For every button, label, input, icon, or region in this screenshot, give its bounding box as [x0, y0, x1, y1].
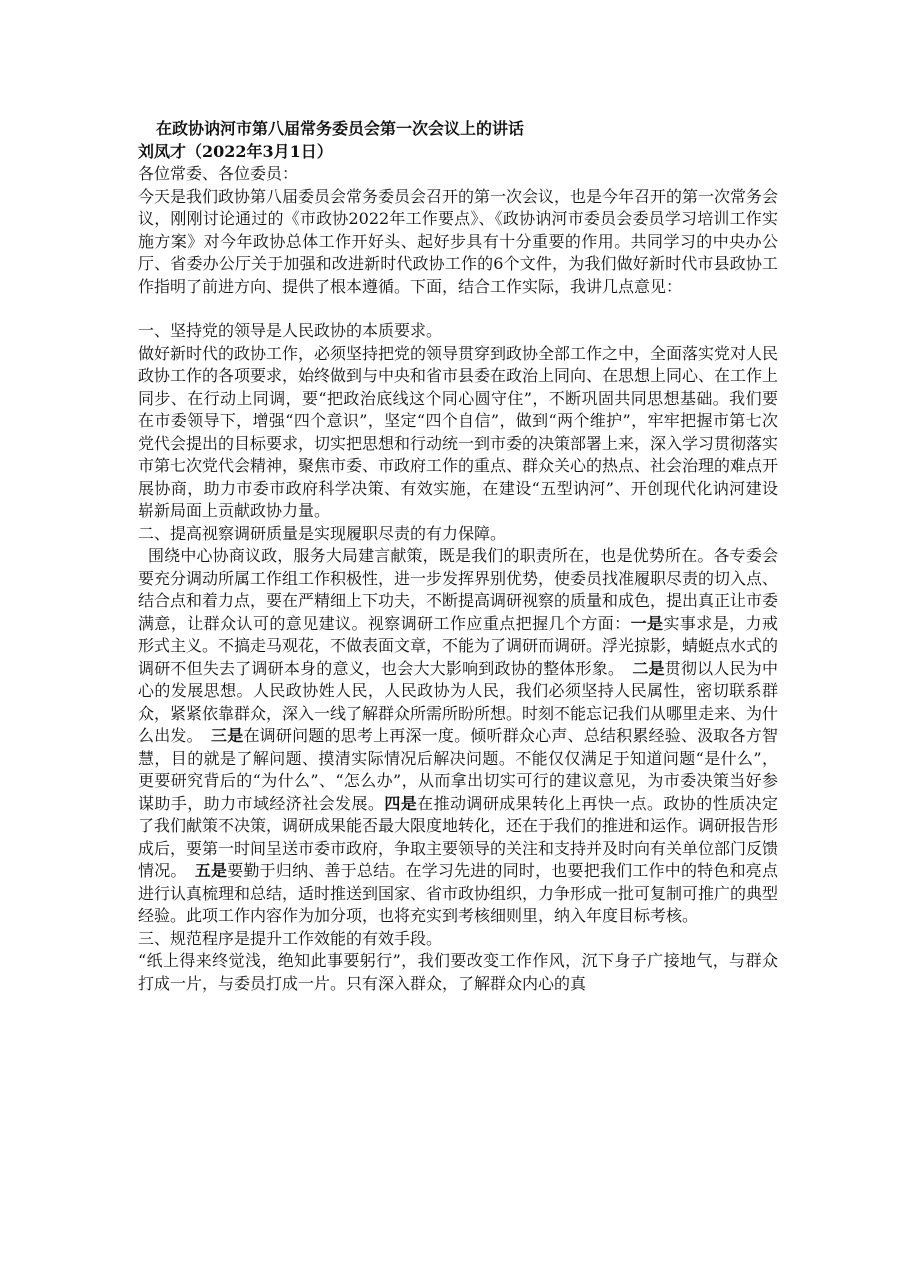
greeting: 各位常委、各位委员： — [138, 164, 299, 183]
point-3-keyword: 三是 — [211, 726, 244, 745]
speech-title: 在政协讷河市第八届常务委员会第一次会议上的讲话 — [156, 119, 525, 138]
section-3-heading: 三、规范程序是提升工作效能的有效手段。 — [138, 928, 443, 948]
point-1-keyword: 一是 — [630, 613, 664, 633]
paragraph-gap — [138, 298, 778, 320]
document-page — [138, 118, 778, 995]
section-1-heading: 一、坚持党的领导是人民政协的本质要求。 — [138, 321, 443, 340]
point-2-keyword: 二是 — [632, 658, 665, 678]
section-2-heading: 二、提高视察调研质量是实现履职尽责的有力保障。 — [138, 523, 507, 543]
point-5-keyword: 五是 — [194, 861, 228, 880]
section-2-text: 在推动调研成果转化上再快一点。政协的性质决定了我们献策不决策，调研成果能否最大限度地转化，还在于我们的推进和运作。调研报告形成后，要第一时间呈送市委市政府，争取主要领导的关注和支持并及时向有关单位部门反馈情况。 — [138, 793, 779, 880]
section-1-body: 做好新时代的政协工作，必须坚持把党的领导贯穿到政协全部工作之中，全面落实党对人民政协工作的各项要求，始终做到与中央和省市县委在政治上同向、在思想上同心、在工作上同步、在行动上同调，要“把政治底线这个同心圆守住”，不断巩固共同思想基础。我们要在市委领导下，增强“四个意识”，坚定“四个自信”，做到“两个维护”，牢牢把握市第七次党代会提出的目标要求，切实把思想和行动统一到市委的决策部署上来，深入学习贯彻落实市第七次党代会精神，聚焦市委、市政府工作的重点、群众关心的热点、社会治理的难点开展协商，助力市委市政府科学决策、有效实施，在建设“五型讷河”、开创现代化讷河建设崭新局面上贡献政协力量。 — [138, 343, 779, 520]
section-2-text: 要勤于归纳、善于总结。在学习先进的同时，也要把我们工作中的特色和亮点进行认真梳理和总结，适时推送到国家、省市政协组织，力争形成一批可复制可推广的典型经验。此项工作内容作为加分项，也将充实到考核细则里，纳入年度目标考核。 — [138, 861, 779, 925]
section-2-text: 在调研问题的思考上再深一度。倾听群众心声、总结积累经验、汲取各方智慧，目的就是了解问题、摸清实际情况后解决问题。不能仅仅满足于知道问题“是什么”，更要研究背后的“为什么”、“怎么办”，从而拿出切实可行的建议意见，为市委决策当好参谋助手，助力市域经济社会发展。 — [138, 726, 778, 813]
intro-paragraph: 今天是我们政协第八届委员会常务委员会召开的第一次会议，也是今年召开的第一次常务会议，刚刚讨论通过的《市政协2022年工作要点》、《政协讷河市委员会委员学习培训工作实施方案》对今年政协总体工作开好头、起好步具有十分重要的作用。共同学习的中央办公厅、省委办公厅关于加强和改进新时代政协工作的6个文件，为我们做好新时代市县政协工作指明了前进方向、提供了根本遵循。下面，结合工作实际，我讲几点意见： — [138, 186, 779, 296]
section-2-body — [138, 545, 778, 928]
author-date-line: 刘凤才（2022年3月1日） — [138, 142, 333, 161]
section-2-text: 贯彻以人民为中心的发展思想。人民政协姓人民，人民政协为人民，我们必须坚持人民属性，密切联系群众，紧紧依靠群众，深入一线了解群众所需所盼所想。时刻不能忘记我们从哪里走来、为什么出发。 — [138, 658, 779, 745]
section-2-text: 围绕中心协商议政，服务大局建言献策，既是我们的职责所在，也是优势所在。各专委会要充分调动所属工作组工作积极性，进一步发挥界别优势，使委员找准履职尽责的切入点、结合点和着力点，要在严精细上下功夫，不断提高调研视察的质量和成色，提出真正让市委满意，让群众认可的意见建议。视察调研工作应重点把握几个方面： — [138, 546, 779, 633]
section-2-text: 实事求是，力戒形式主义。不搞走马观花，不做表面文章，不能为了调研而调研。浮光掠影，蜻蜓点水式的调研不但失去了调研本身的意义，也会大大影响到政协的整体形象。 — [138, 613, 779, 678]
point-4-keyword: 四是 — [384, 793, 418, 813]
section-3-body: “纸上得来终觉浅，绝知此事要躬行”，我们要改变工作作风，沉下身子广接地气，与群众打成一片，与委员打成一片。只有深入群众，了解群众内心的真 — [138, 951, 778, 993]
